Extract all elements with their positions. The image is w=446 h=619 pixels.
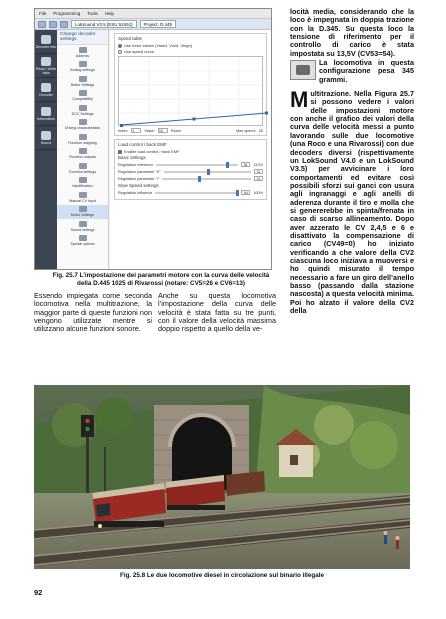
brake-icon <box>79 76 87 82</box>
locomotive-icon <box>290 60 316 80</box>
decoder-software-screenshot <box>34 8 272 270</box>
save-icon[interactable] <box>60 21 68 28</box>
column-left: Essendo impiegata come seconda locomotiva nella multitrazione, la maggior parte di queste funzioni non vengono utilizzate mentre si utilizzano alcune funzioni sonore. <box>34 291 152 334</box>
page-number: 92 <box>34 588 43 597</box>
nav-item-manual-cv[interactable]: Manual CV input <box>57 190 108 205</box>
basic-settings-label: Basic settings <box>118 155 146 160</box>
special-options-icon <box>79 235 87 241</box>
menu-programming[interactable]: Programming <box>53 11 81 16</box>
weight-note: La locomotiva in questa configurazione pesa 345 grammi. <box>290 59 414 84</box>
nav-item-motor-settings[interactable]: Motor Settings <box>57 205 108 220</box>
sidebar-item-decoder-info[interactable]: Decoder info <box>35 30 57 54</box>
decoder-icon <box>41 83 51 92</box>
outputs-icon <box>79 148 87 154</box>
sidebar-item-decoder[interactable]: Decoder <box>35 78 57 102</box>
motor-icon <box>79 206 87 212</box>
curve-point-high <box>265 112 268 115</box>
reg-i-slider[interactable]: Regulation parameter "I" 24 <box>118 176 263 181</box>
chip-icon <box>41 35 51 44</box>
menu-tools[interactable]: Tools <box>87 11 98 16</box>
address-icon <box>79 47 87 53</box>
reg-k-slider[interactable]: Regulation parameter "K" 32 <box>118 169 263 174</box>
nav-item-compatibility[interactable]: Compatibility <box>57 89 108 104</box>
new-icon[interactable] <box>38 21 46 28</box>
sound-icon <box>41 131 51 140</box>
nav-item-function-mapping[interactable]: Function mapping <box>57 132 108 147</box>
sidebar-item-sound[interactable]: Sound <box>35 126 57 150</box>
slider-thumb[interactable] <box>207 169 210 175</box>
nav-item-identification[interactable]: Identification <box>57 176 108 191</box>
reg-influence-slider[interactable]: Regulation influence 64 100% <box>118 190 263 195</box>
menu-file[interactable]: File <box>39 11 47 16</box>
graph-footer: Index: 1 Value: 10 Reset Max speed: 26 <box>118 128 263 133</box>
left-sidebar <box>35 30 57 269</box>
manual-cv-icon <box>79 192 87 198</box>
load-control-title: Load control / back EMF <box>118 142 167 147</box>
sidebar-item-read-write[interactable]: Read / Write data <box>35 54 57 78</box>
reset-button[interactable]: Reset <box>170 128 181 133</box>
settings-nav-header: Change decoder settings <box>57 30 108 45</box>
speed-curve-graph[interactable] <box>118 56 263 126</box>
read-write-icon <box>41 57 51 66</box>
radio-dot <box>118 50 122 54</box>
nav-item-address[interactable]: Address <box>57 45 108 60</box>
open-icon[interactable] <box>49 21 57 28</box>
tab-loksound[interactable]: LokSound V3.5 [ESU 52451] <box>71 20 137 28</box>
max-speed-value: 26 <box>258 128 263 133</box>
nav-item-dcc[interactable]: DCC Settings <box>57 103 108 118</box>
model-railway-scene <box>34 385 410 569</box>
driving-icon <box>79 119 87 125</box>
multitrazione-paragraph: Multitrazione. Nella Figura 25.7 si possono vedere i valori delle impostazioni motore con anche il grafico dei valori della curva delle velocità messi a punto lavorando sulle due locomotive (una Roco e una Rivarossi) con due decoders diversi (rispettivamente un LokSound V4.0 e un LokSound V3.5) per avvicinare i loro comportamenti ed evitare così possibili sforzi sui ganci con usura agli ingranaggi e agli anelli di aderenza durante il tiro e molla che si genererebbe in spinta/frenata in caso di scarso allineamento. Dopo aver azzerato le CV 2,4,5 e 6 e disattivato la compensazione di carico (CV49=0) ho iniziato verificando a che valore della CV2 ciascuna loco iniziava a muoversi e ho quindi misurato il tempo necessario a fare un giro dell’anello basso (passando dalla stazione nascosta) a questa velocità minima. Poi ho alzato il valore della CV2 della <box>290 87 414 316</box>
drop-cap: M <box>290 87 309 113</box>
speed-curve-svg <box>119 57 269 127</box>
tab-project[interactable]: Project: D.445 <box>140 20 177 28</box>
radio-three-values[interactable]: Use three values (Vstart, Vmid, Vhigh) <box>118 43 263 48</box>
nav-item-function-settings[interactable]: Function settings <box>57 161 108 176</box>
load-control-group <box>114 139 267 200</box>
checkbox-icon <box>118 150 122 154</box>
value-field[interactable]: 10 <box>158 128 168 133</box>
column-right: locità media, considerando che la loco è impegnata in doppia trazione con la D.345. Su questa loco la tensione di riferimento per il controllo di carico è stata impostata su 13,5V (CV53=54). La locomotiva in questa configurazione pesa 345 grammi. Multitrazione. Nella Figura 25.7 si possono vedere i valori delle impostazioni motore con anche il grafico dei valori della curva delle velocità messi a punto lavorando sulle due locomotive (una Roco e una Rivarossi) con due decoders diversi (rispettivamente un LokSound V4.0 e un LokSound V3.5) per avvicinare i loro comportamenti ed evitare così possibili sforzi sui ganci con usura agli ingranaggi e agli anelli di aderenza durante il tiro e molla che si genererebbe in spinta/frenata in caso di scarso allineamento. Dopo aver azzerato le CV 2,4,5 e 6 e disattivato la compensazione di carico (CV49=0) ho iniziato verificando a che valore della CV2 ciascuna loco iniziava a muoversi e ho quindi misurato il tempo necessario a fare un giro dell’anello basso (passando dalla stazione nascosta) a questa velocità minima. Poi ho alzato il valore della CV2 della <box>290 7 414 316</box>
speed-table-title: Speed table <box>118 36 143 41</box>
nav-item-analog[interactable]: Analog settings <box>57 60 108 75</box>
curve-point-mid <box>193 118 196 121</box>
function-settings-icon <box>79 163 87 169</box>
sidebar-item-information[interactable]: Information <box>35 102 57 126</box>
settings-pane <box>110 30 271 269</box>
column-middle: Anche su questa locomotiva l’impostazione della curva delle velocità è stata fatta su tre punti, con il valore della velocità massima doppio rispetto a quello della ve- <box>158 291 276 334</box>
radio-speed-curve[interactable]: Use speed curve <box>118 49 263 54</box>
slider-thumb[interactable] <box>226 162 229 168</box>
slider-thumb[interactable] <box>198 176 201 182</box>
nav-item-function-outputs[interactable]: Function outputs <box>57 147 108 162</box>
index-field[interactable]: 1 <box>131 128 141 133</box>
dcc-icon <box>79 105 87 111</box>
reg-reference-slider[interactable]: Regulation reference 54 13,5V <box>118 162 263 167</box>
speed-table-group <box>114 33 267 136</box>
compatibility-icon <box>79 90 87 96</box>
menu-help[interactable]: Help <box>104 11 115 16</box>
figure-caption-25-7: Fig. 25.7 L’impostazione dei parametri motore con la curva delle velocità della D.445 1025 di Rivarossi (notare: CV5=26 e CV6=13) <box>52 272 270 287</box>
locomotive-photo <box>34 385 410 569</box>
nav-item-driving[interactable]: Driving characteristics <box>57 118 108 133</box>
info-icon <box>41 107 51 116</box>
identification-icon <box>79 177 87 183</box>
radio-dot <box>118 44 122 48</box>
figure-caption-25-8: Fig. 25.8 Le due locomotive diesel in circolazione sul binario illegale <box>119 572 324 579</box>
nav-item-brake[interactable]: Brake Settings <box>57 74 108 89</box>
analog-icon <box>79 61 87 67</box>
menu-bar <box>35 9 271 19</box>
nav-item-special-options[interactable]: Special options <box>57 234 108 249</box>
sound-settings-icon <box>79 221 87 227</box>
toolbar <box>35 19 271 30</box>
enable-load-control-checkbox[interactable]: Enable load control / back EMF <box>118 149 263 154</box>
settings-nav <box>57 30 109 269</box>
slider-thumb[interactable] <box>236 190 239 196</box>
slow-speed-label: Slow Speed settings <box>118 183 159 188</box>
nav-item-sound-settings[interactable]: Sound settings <box>57 219 108 234</box>
mapping-icon <box>79 134 87 140</box>
curve-point-start <box>120 124 123 127</box>
